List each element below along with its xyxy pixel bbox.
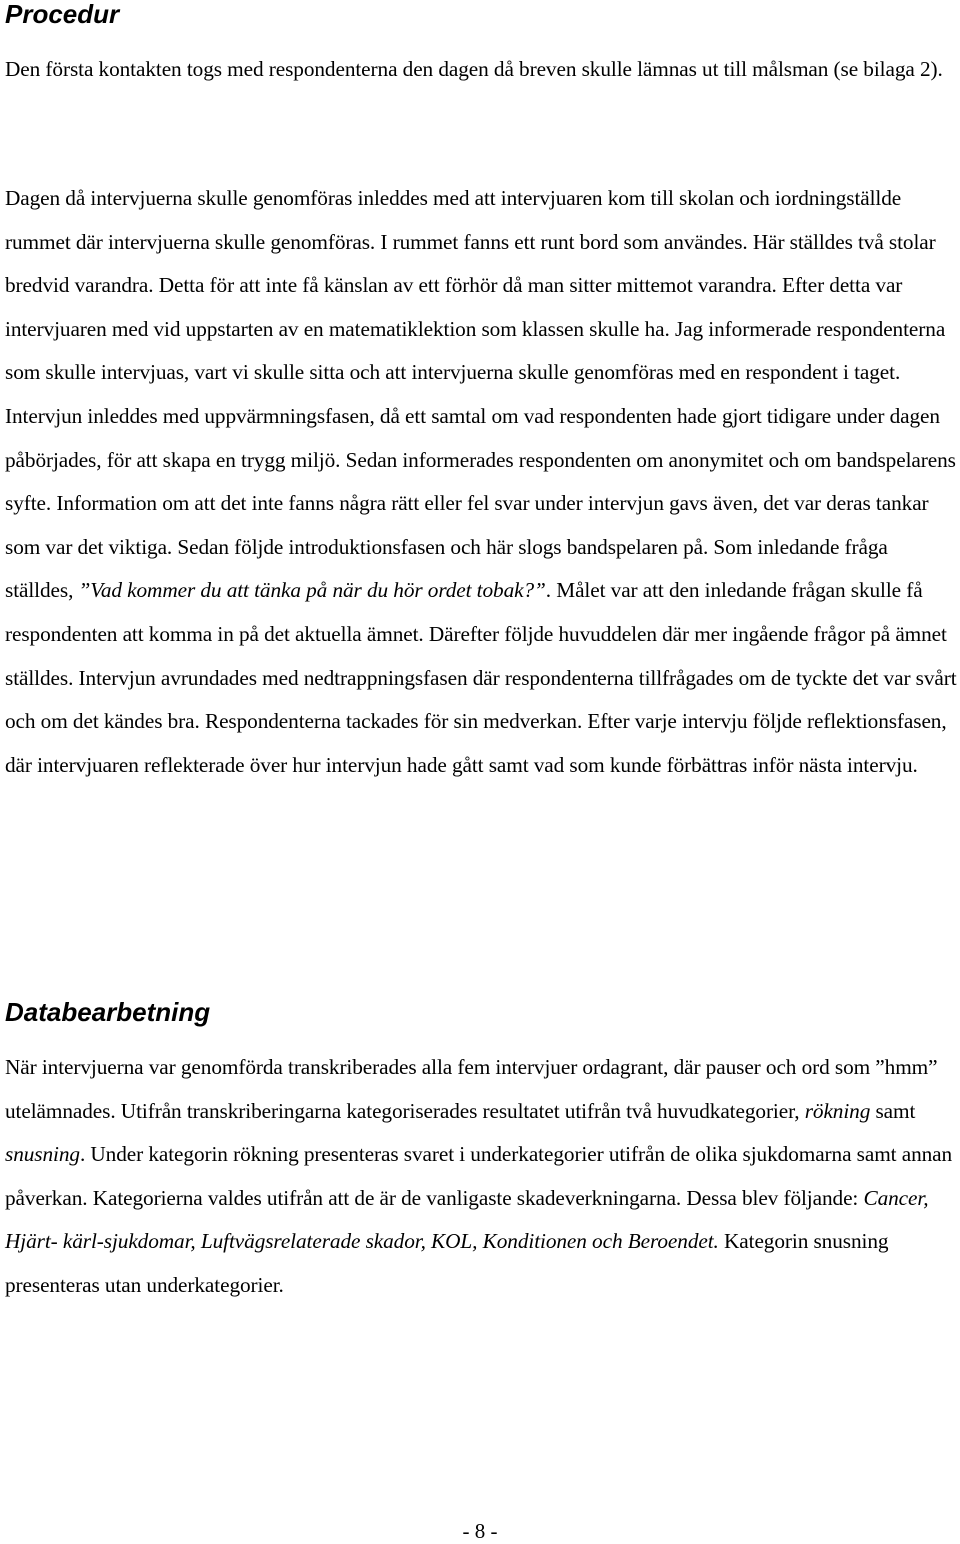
paragraph xyxy=(5,1046,957,1308)
paragraph xyxy=(5,177,957,787)
italic-text: Cancer, Hjärt- kärl-sjukdomar, Luftvägsrelaterade skador, KOL, Konditionen och Beroendet. xyxy=(5,1185,929,1254)
paragraph xyxy=(5,47,957,91)
text-run: Kategorin snusning presenteras utan underkategorier. xyxy=(5,1229,889,1297)
text-run: . Under kategorin rökning presenteras svaret i underkategorier utifrån de olika sjukdomarna samt annan påverkan. Kategorierna valdes utifrån att de är de vanligaste skadeverkningarna. Dessa blev följande: xyxy=(5,1142,953,1210)
text-run: Dagen då intervjuerna skulle genomföras inleddes med att intervjuaren kom till skolan och iordningställde rummet där intervjuerna skulle genomföras. I rummet fanns ett runt bord som användes. Här ställdes två stolar bredvid varandra. Detta för att inte få känslan av ett förhör då man sitter mittemot varandra. Efter detta var intervjuaren med vid uppstarten av en matematiklektion som klassen skulle ha. Jag informerade respondenterna som skulle intervjuas, vart vi skulle sitta och att intervjuerna skulle genomföras med en respondent i taget. Intervjun inleddes med uppvärmningsfasen, då ett samtal om vad respondenten hade gjort tidigare under dagen påbörjades, för att skapa en trygg miljö. Sedan informerades respondenten om anonymitet och om bandspelarens syfte. Information om att det inte fanns några rätt eller fel svar under intervjun gavs även, det var deras tankar som var det viktiga. Sedan följde introduktionsfasen och här slogs bandspelaren på. Som inledande fråga ställdes, xyxy=(5,186,956,603)
italic-text: rökning xyxy=(804,1098,871,1123)
section-heading-databearbetning: Databearbetning xyxy=(5,997,211,1027)
text-run: Den första kontakten togs med respondenterna den dagen då breven skulle lämnas ut till målsman (se bilaga 2). xyxy=(5,57,943,81)
page-number: - 8 - xyxy=(462,1519,498,1543)
text-run: När intervjuerna var genomförda transkriberades alla fem intervjuer ordagrant, där pauser och ord som ”hmm” utelämnades. Utifrån transkriberingarna kategoriserades resultatet utifrån två huvudkategorier, xyxy=(5,1055,938,1123)
text-run: samt xyxy=(870,1098,916,1123)
italic-text: ”Vad kommer du att tänka på när du hör ordet tobak?” xyxy=(78,578,546,603)
section-heading-procedur: Procedur xyxy=(5,0,120,29)
italic-text: snusning xyxy=(5,1142,80,1167)
text-run: . Målet var att den inledande frågan skulle få respondenten att komma in på det aktuella ämnet. Därefter följde huvuddelen där mer ingående frågor på ämnet ställdes. Intervjun avrundades med nedtrappningsfasen där respondenterna tillfrågades om de tyckte det var svårt och om det kändes bra. Respondenterna tackades för sin medverkan. Efter varje intervju följde reflektionsfasen, där intervjuaren reflekterade över hur intervjun hade gått samt vad som kunde förbättras inför nästa intervju. xyxy=(5,578,957,777)
